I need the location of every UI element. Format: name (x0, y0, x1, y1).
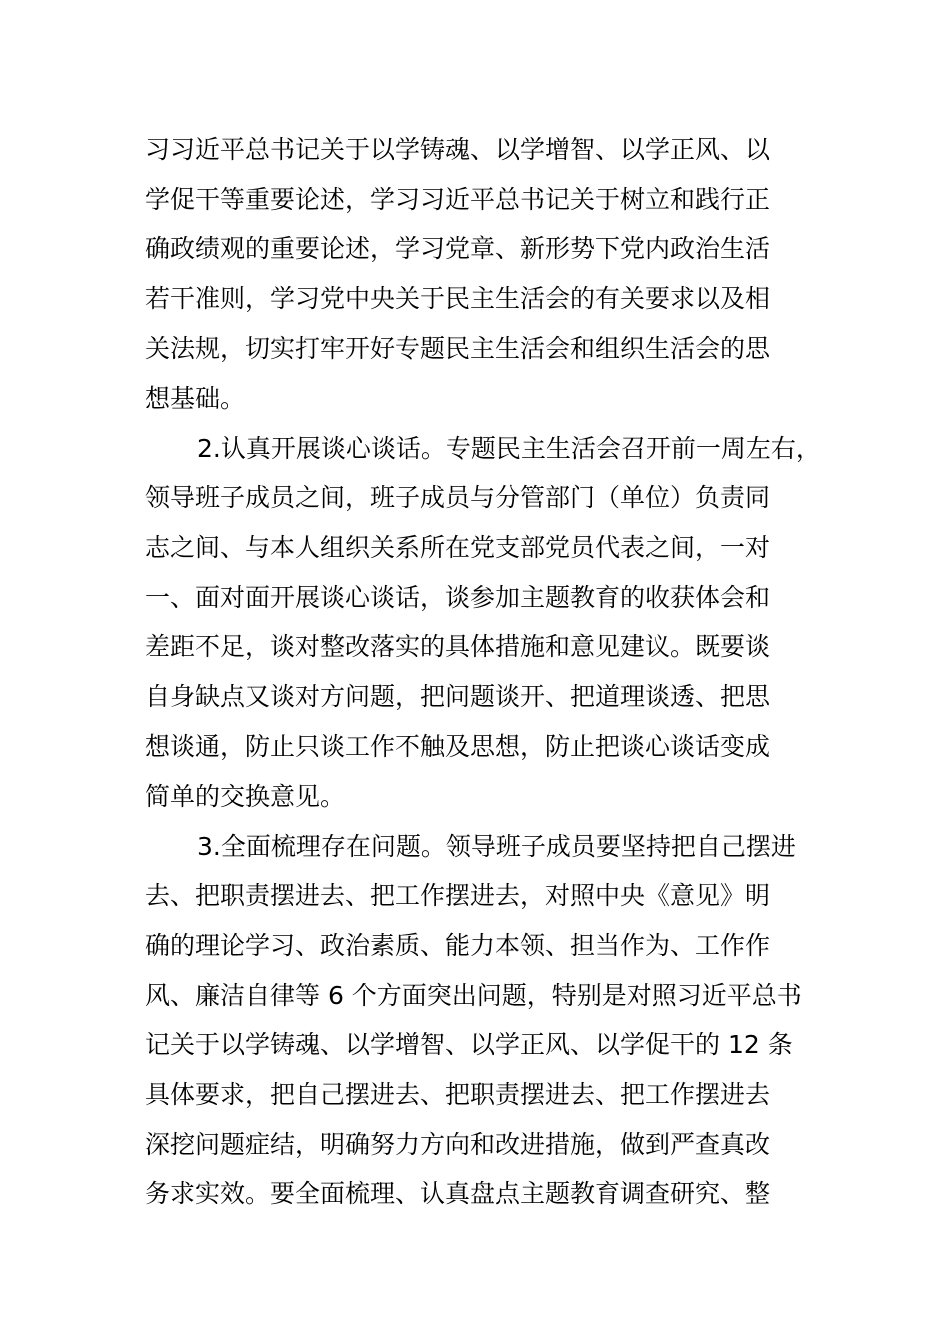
text-line-19 (0, 1020, 950, 1070)
line-text: 一、面对面开展谈心谈话，谈参加主题教育的收获体会和 (145, 583, 771, 612)
text-line-10 (0, 573, 950, 623)
line-text: 风、廉洁自律等 6 个方面突出问题，特别是对照习近平总书 (145, 981, 802, 1010)
line-text: 记关于以学铸魂、以学增智、以学正风、以学促干的 12 条 (145, 1030, 793, 1059)
line-text: 自身缺点又谈对方问题，把问题谈开、把道理谈透、把思 (145, 682, 771, 711)
text-line-5 (0, 324, 950, 374)
line-text: 习习近平总书记关于以学铸魂、以学增智、以学正风、以 (145, 135, 771, 164)
text-line-20 (0, 1070, 950, 1120)
line-text: 领导班子成员之间，班子成员与分管部门（单位）负责同 (145, 483, 771, 512)
line-text: 3.全面梳理存在问题。领导班子成员要坚持把自己摆进 (197, 832, 796, 861)
text-line-2 (0, 175, 950, 225)
line-text: 差距不足，谈对整改落实的具体措施和意见建议。既要谈 (145, 632, 771, 661)
line-text: 志之间、与本人组织关系所在党支部党员代表之间，一对 (145, 533, 771, 562)
line-text: 2.认真开展谈心谈话。专题民主生活会召开前一周左右， (197, 434, 821, 463)
text-line-13 (0, 722, 950, 772)
text-line-16 (0, 871, 950, 921)
line-text: 想基础。 (145, 384, 246, 413)
line-text: 确的理论学习、政治素质、能力本领、担当作为、工作作 (145, 931, 771, 960)
line-text: 具体要求，把自己摆进去、把职责摆进去、把工作摆进去 (145, 1080, 771, 1109)
text-line-17 (0, 921, 950, 971)
line-text: 若干准则，学习党中央关于民主生活会的有关要求以及相 (145, 284, 771, 313)
text-line-4 (0, 274, 950, 324)
text-line-11 (0, 622, 950, 672)
line-text: 简单的交换意见。 (145, 782, 346, 811)
text-line-7 (0, 424, 950, 474)
text-line-6 (0, 374, 950, 424)
text-line-3 (0, 224, 950, 274)
text-line-21 (0, 1120, 950, 1170)
text-line-8 (0, 473, 950, 523)
line-text: 想谈通，防止只谈工作不触及思想，防止把谈心谈话变成 (145, 732, 771, 761)
line-text: 关法规，切实打牢开好专题民主生活会和组织生活会的思 (145, 334, 771, 363)
text-line-12 (0, 672, 950, 722)
text-line-18 (0, 971, 950, 1021)
line-text: 深挖问题症结，明确努力方向和改进措施，做到严查真改 (145, 1130, 771, 1159)
text-line-1 (0, 125, 950, 175)
line-text: 去、把职责摆进去、把工作摆进去，对照中央《意见》明 (145, 881, 771, 910)
text-line-15 (0, 822, 950, 872)
line-text: 确政绩观的重要论述，学习党章、新形势下党内政治生活 (145, 234, 771, 263)
text-line-9 (0, 523, 950, 573)
line-text: 务求实效。要全面梳理、认真盘点主题教育调查研究、整 (145, 1179, 771, 1208)
text-line-14 (0, 772, 950, 822)
line-text: 学促干等重要论述，学习习近平总书记关于树立和践行正 (145, 185, 771, 214)
text-line-22 (0, 1169, 950, 1219)
